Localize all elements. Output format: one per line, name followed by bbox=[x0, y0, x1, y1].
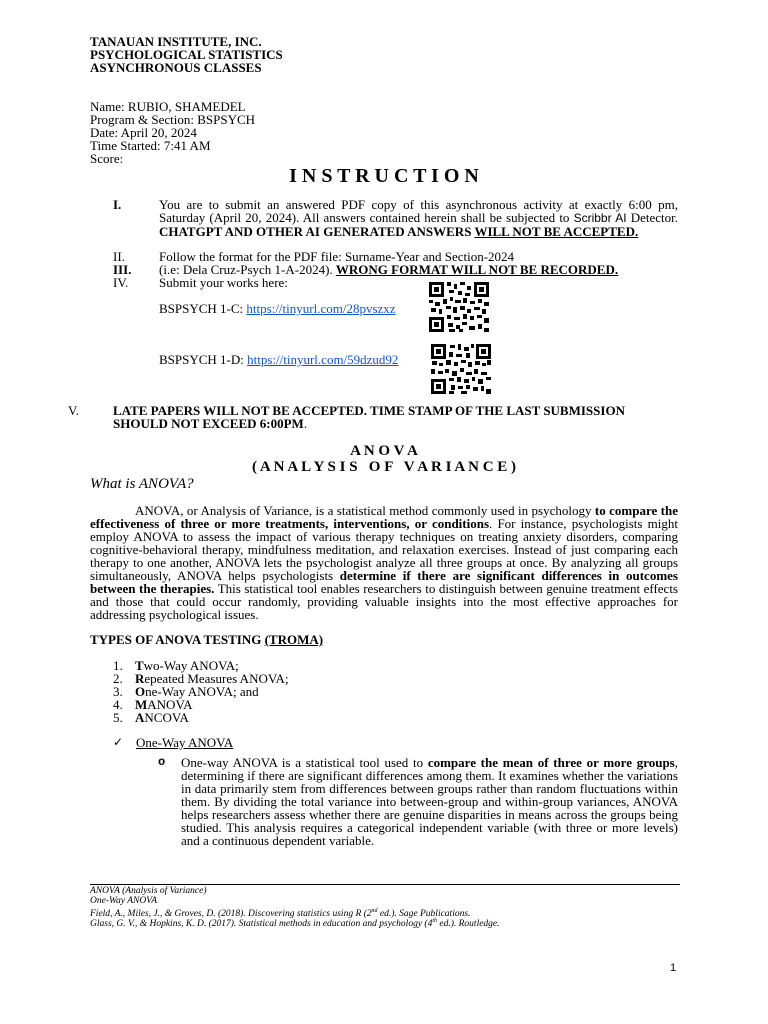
types-list bbox=[113, 659, 289, 724]
types-heading-text: TYPES OF ANOVA TESTING bbox=[90, 632, 265, 647]
list-initial: R bbox=[135, 671, 145, 686]
late-papers-warning: LATE PAPERS WILL NOT BE ACCEPTED. TIME STAMP OF THE LAST SUBMISSION SHOULD NOT EXCEED 6:00PM bbox=[113, 403, 625, 431]
list-text: epeated Measures ANOVA; bbox=[144, 671, 289, 686]
date-field: Date: April 20, 2024 bbox=[90, 125, 197, 140]
anova-title: A N O V A bbox=[350, 443, 418, 459]
list-number: 1. bbox=[113, 658, 123, 673]
bullet-icon: o bbox=[158, 755, 166, 769]
score-field: Score: bbox=[90, 151, 124, 166]
footnote-4 bbox=[90, 916, 500, 930]
class-type: ASYNCHRONOUS CLASSES bbox=[90, 60, 262, 75]
course-name: PSYCHOLOGICAL STATISTICS bbox=[90, 47, 283, 62]
item-number: II. bbox=[113, 249, 125, 264]
instruction-text: Detector. bbox=[626, 210, 678, 225]
list-item bbox=[113, 711, 289, 724]
instruction-title: I N S T R U C T I O N bbox=[289, 165, 479, 187]
list-number: 3. bbox=[113, 684, 123, 699]
oneway-anova-heading: One-Way ANOVA bbox=[136, 735, 234, 750]
list-number: 2. bbox=[113, 671, 123, 686]
list-text: ne-Way ANOVA; and bbox=[145, 684, 259, 699]
troma-acronym: (TROMA) bbox=[264, 632, 324, 647]
paragraph-text: . For instance, psychologists might employ ANOVA to assess the impact of various therapy techniques on treating anxiety disorders, comparing cognitive-behavioral therapy, mindfulness meditation, and relaxation exercises. Instead of just comparing each therapy to one another, ANOVA lets the psychologist analyze all three groups at once. By analyzing all groups simultaneously, ANOVA helps psychologists bbox=[90, 516, 678, 583]
not-accepted-warning: WILL NOT BE ACCEPTED. bbox=[474, 224, 639, 239]
link-label: BSPSYCH 1-C: bbox=[159, 301, 247, 316]
footnote-2: One-Way ANOVA bbox=[90, 896, 158, 906]
paragraph-text: This statistical tool enables researchers to distinguish between genuine treatment effects and those that could occur randomly, providing valuable insights into the most effective approaches for addressing psychological issues. bbox=[90, 581, 678, 622]
item-number: III. bbox=[113, 262, 132, 277]
student-name: Name: RUBIO, SHAMEDEL bbox=[90, 99, 246, 114]
reference-text: ed.). Routledge. bbox=[437, 919, 500, 930]
reference-text: ed.). Sage Publications. bbox=[377, 909, 471, 920]
item-number: I. bbox=[113, 197, 122, 212]
item-number: IV. bbox=[113, 275, 129, 290]
reference-text: Field, A., Miles, J., & Groves, D. (2018). Discovering statistics using R (2 bbox=[90, 909, 372, 920]
list-number: 5. bbox=[113, 710, 123, 725]
instruction-item-5 bbox=[113, 404, 678, 430]
scribbr-text: Scribbr AI bbox=[573, 211, 627, 225]
footnote-1: ANOVA (Analysis of Variance) bbox=[90, 886, 207, 896]
ordinal-suffix: nd bbox=[371, 908, 378, 914]
instruction-item-1 bbox=[159, 198, 678, 238]
institution-name: TANAUAN INSTITUTE, INC. bbox=[90, 34, 262, 49]
format-example: (i.e: Dela Cruz-Psych 1-A-2024). bbox=[159, 262, 336, 277]
paragraph-emphasis: to compare the effectiveness of three or more treatments, interventions, or conditions bbox=[90, 503, 678, 531]
page-number: 1 bbox=[670, 962, 677, 974]
qr-code-1c bbox=[429, 282, 489, 332]
instruction-item-2: Follow the format for the PDF file: Surname-Year and Section-2024 bbox=[159, 249, 515, 264]
types-heading bbox=[90, 633, 323, 646]
what-is-anova-heading: What is ANOVA? bbox=[90, 476, 194, 492]
anova-definition-paragraph bbox=[90, 504, 678, 621]
submission-link-1d bbox=[159, 353, 398, 366]
bspsych-1d-link[interactable]: https://tinyurl.com/59dzud92 bbox=[247, 352, 399, 367]
paragraph-emphasis: determine if there are significant differences in outcomes between the therapies. bbox=[90, 568, 678, 596]
anova-subtitle: ( A N A L Y S I S O F V A R I A N C E ) bbox=[251, 459, 517, 475]
bspsych-1c-link[interactable]: https://tinyurl.com/28pvszxz bbox=[246, 301, 396, 316]
list-initial: T bbox=[135, 658, 144, 673]
program-section: Program & Section: BSPSYCH bbox=[90, 112, 256, 127]
instruction-item-4: Submit your works here: bbox=[159, 275, 288, 290]
list-text: wo-Way ANOVA; bbox=[143, 658, 239, 673]
checkmark-icon: ✓ bbox=[113, 735, 124, 749]
list-text: NCOVA bbox=[144, 710, 189, 725]
paragraph-text: , determining if there are significant differences among them. It examines whether the variations in data primarily stem from differences between groups rather than random fluctuations within them. By dividing the total variance into between-group and within-group variances, ANOVA helps researchers assess whether there are genuine disparities in means across the groups being studied. This analysis requires a categorical independent variable (with three or more levels) and a continuous dependent variable. bbox=[181, 755, 678, 848]
submission-link-1c bbox=[159, 302, 396, 315]
paragraph-text: ANOVA, or Analysis of Variance, is a statistical method commonly used in psychology bbox=[135, 503, 595, 518]
list-initial: M bbox=[135, 697, 148, 712]
wrong-format-warning: WRONG FORMAT WILL NOT BE RECORDED. bbox=[335, 262, 619, 277]
reference-text: Glass, G. V., & Hopkins, K. D. (2017). Statistical methods in education and psychology (4 bbox=[90, 919, 433, 930]
list-initial: A bbox=[135, 710, 145, 725]
paragraph-emphasis: compare the mean of three or more groups bbox=[427, 755, 675, 770]
qr-code-1d bbox=[431, 344, 491, 394]
ai-warning: CHATGPT AND OTHER AI GENERATED ANSWERS bbox=[159, 224, 475, 239]
footnote-divider bbox=[90, 884, 680, 885]
instruction-text: You are to submit an answered PDF copy of this asynchronous activity at exactly 6:00 pm, Saturday (April 20, 2024). All answers contained herein shall be subjected to bbox=[159, 197, 678, 225]
list-text: ANOVA bbox=[147, 697, 193, 712]
period: . bbox=[303, 416, 308, 431]
item-number: V. bbox=[68, 403, 79, 418]
paragraph-text: One-way ANOVA is a statistical tool used to bbox=[181, 755, 428, 770]
oneway-anova-description bbox=[181, 756, 678, 847]
link-label: BSPSYCH 1-D: bbox=[159, 352, 248, 367]
list-number: 4. bbox=[113, 697, 123, 712]
ordinal-suffix: th bbox=[432, 918, 437, 924]
time-started: Time Started: 7:41 AM bbox=[90, 138, 211, 153]
list-initial: O bbox=[135, 684, 146, 699]
